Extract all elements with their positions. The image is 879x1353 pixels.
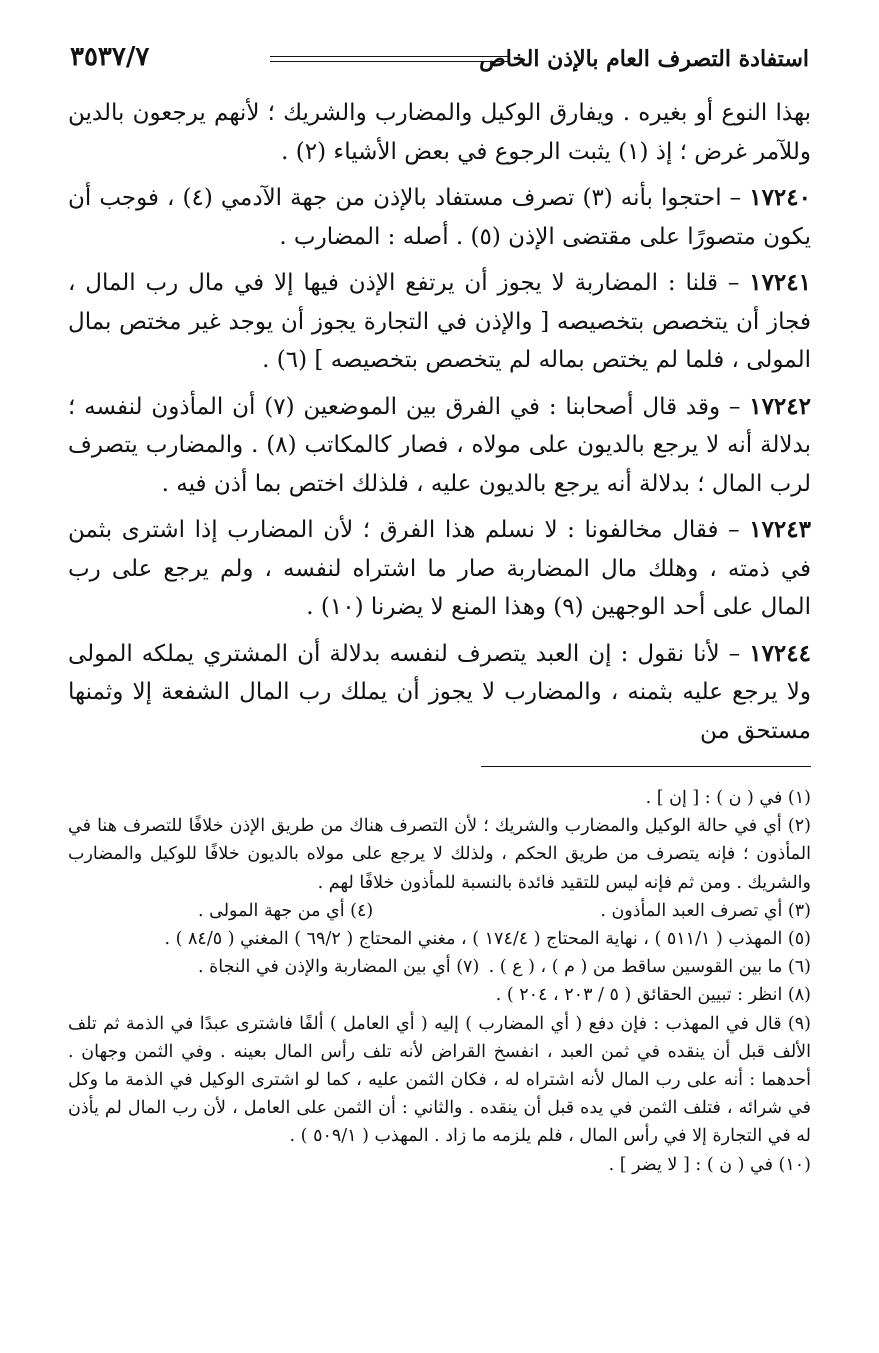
paragraph-text: – احتجوا بأنه (٣) تصرف مستفاد بالإذن من جهة الآدمي (٤) ، فوجب أن يكون متصورًا على مقتضى الإذن (٥) . أصله : المضارب . <box>68 185 811 250</box>
footnote: (٢) أي في حالة الوكيل والمضارب والشريك ؛ لأن التصرف هناك من طريق الإذن خلافًا للتصرف هنا في المأذون ؛ فإنه يتصرف من طريق الحكم ، ولذلك لا يرجع على مولاه بالديون خلافًا للوكيل والمضارب والشريك . ومن ثم فإنه ليس للتقيد فائدة بالنسبة للمأذون خلافًا لهم . <box>68 816 811 893</box>
paragraph <box>68 388 811 504</box>
footnote-row <box>68 953 811 981</box>
footnote: (٣) أي تصرف العبد المأذون . <box>600 900 811 921</box>
page-header <box>70 42 809 82</box>
paragraph-text: بهذا النوع أو بغيره . ويفارق الوكيل والمضارب والشريك ؛ لأنهم يرجعون بالدين وللآمر غرض ؛ إذ (١) يثبت الرجوع في بعض الأشياء (٢) . <box>68 100 811 165</box>
footnote-row <box>68 897 811 925</box>
footnotes <box>68 784 811 1179</box>
footnote: (٥) المهذب ( ٥١١/١ ) ، نهاية المحتاج ( ١٧٤/٤ ) ، مغني المحتاج ( ٦٩/٢ ) المغني ( ٨٤/٥ ) . <box>164 929 811 950</box>
paragraph <box>68 264 811 380</box>
paragraph-text: – لأنا نقول : إن العبد يتصرف لنفسه بدلالة أن المشتري يملكه المولى ولا يرجع عليه بثمنه ، والمضارب لا يجوز أن يملك رب المال الشفعة إلا وثمنها مستحق من <box>68 640 811 744</box>
page-number: ٣٥٣٧/٧ <box>70 42 150 72</box>
footnote-separator <box>481 766 811 767</box>
footnote: (٩) قال في المهذب : فإن دفع ( أي المضارب ) إليه ( أي العامل ) ألفًا فاشترى عبدًا في الذمة ثم تلف الألف قبل أن ينقده في ثمن العبد ، انفسخ القراض لأنه تلف رأس المال بعينه . وفي الثمن وجهان . أحدهما : أنه على رب المال لأنه اشتراه له ، فكان الثمن عليه ، كما لو اشترى الوكيل في الذمة ما وكل في شرائه ، فتلف الثمن في يده قبل أن ينقده . والثاني : أن الثمن على العامل ، لأن رب المال لم يأذن له في التجارة إلا في رأس المال ، فلم يلزمه ما زاد . المهذب ( ٥٠٩/١ ) . <box>68 1013 811 1147</box>
paragraph-text: – قلنا : المضاربة لا يجوز أن يرتفع الإذن فيها إلا في مال رب المال ، فجاز أن يتخصص بتخصيصه [ والإذن في التجارة يجوز أن يوجد غير مختص بمال المولى ، فلما لم يختص بماله لم يتخصص بتخصيصه ] (٦) . <box>68 270 811 373</box>
paragraph-number: ١٧٢٤١ <box>749 269 811 296</box>
footnote: (٦) ما بين القوسين ساقط من ( م ) ، ( ع ) . <box>488 957 811 978</box>
paragraph <box>68 94 811 171</box>
footnote: (٤) أي من جهة المولى . <box>198 900 374 921</box>
paragraph <box>68 511 811 627</box>
header-rule <box>270 56 509 57</box>
paragraph-number: ١٧٢٤٠ <box>749 184 811 211</box>
paragraph-text: – فقال مخالفونا : لا نسلم هذا الفرق ؛ لأن المضارب إذا اشترى بثمن في ذمته ، وهلك مال المضاربة صار ما اشتراه لنفسه ، ولم يرجع على رب المال على أحد الوجهين (٩) وهذا المنع لا يضرنا (١٠) . <box>68 517 811 620</box>
paragraph-number: ١٧٢٤٢ <box>749 392 811 420</box>
paragraph-number: ١٧٢٤٣ <box>749 516 811 543</box>
running-title: استفادة التصرف العام بالإذن الخاص <box>479 46 809 72</box>
paragraph-text: – وقد قال أصحابنا : في الفرق بين الموضعين (٧) أن المأذون لنفسه ؛ بدلالة أنه لا يرجع بالديون على مولاه ، فصار كالمكاتب (٨) . والمضارب يتصرف لرب المال ؛ بدلالة أنه يرجع بالديون عليه ، فلذلك اختص بما أذن فيه . <box>68 393 812 497</box>
footnote: (١) في ( ن ) : [ إن ] . <box>645 788 811 808</box>
paragraph <box>68 179 811 256</box>
footnote: (٧) أي بين المضاربة والإذن في النجاة . <box>198 957 480 978</box>
main-text <box>68 94 811 758</box>
paragraph-number: ١٧٢٤٤ <box>749 639 811 667</box>
header-rule-double <box>270 61 509 62</box>
paragraph <box>68 635 811 751</box>
footnote: (٨) انظر : تبيين الحقائق ( ٥ / ٢٠٣ ، ٢٠٤ ) . <box>495 985 811 1006</box>
footnote: (١٠) في ( ن ) : [ لا يضر ] . <box>608 1154 811 1175</box>
